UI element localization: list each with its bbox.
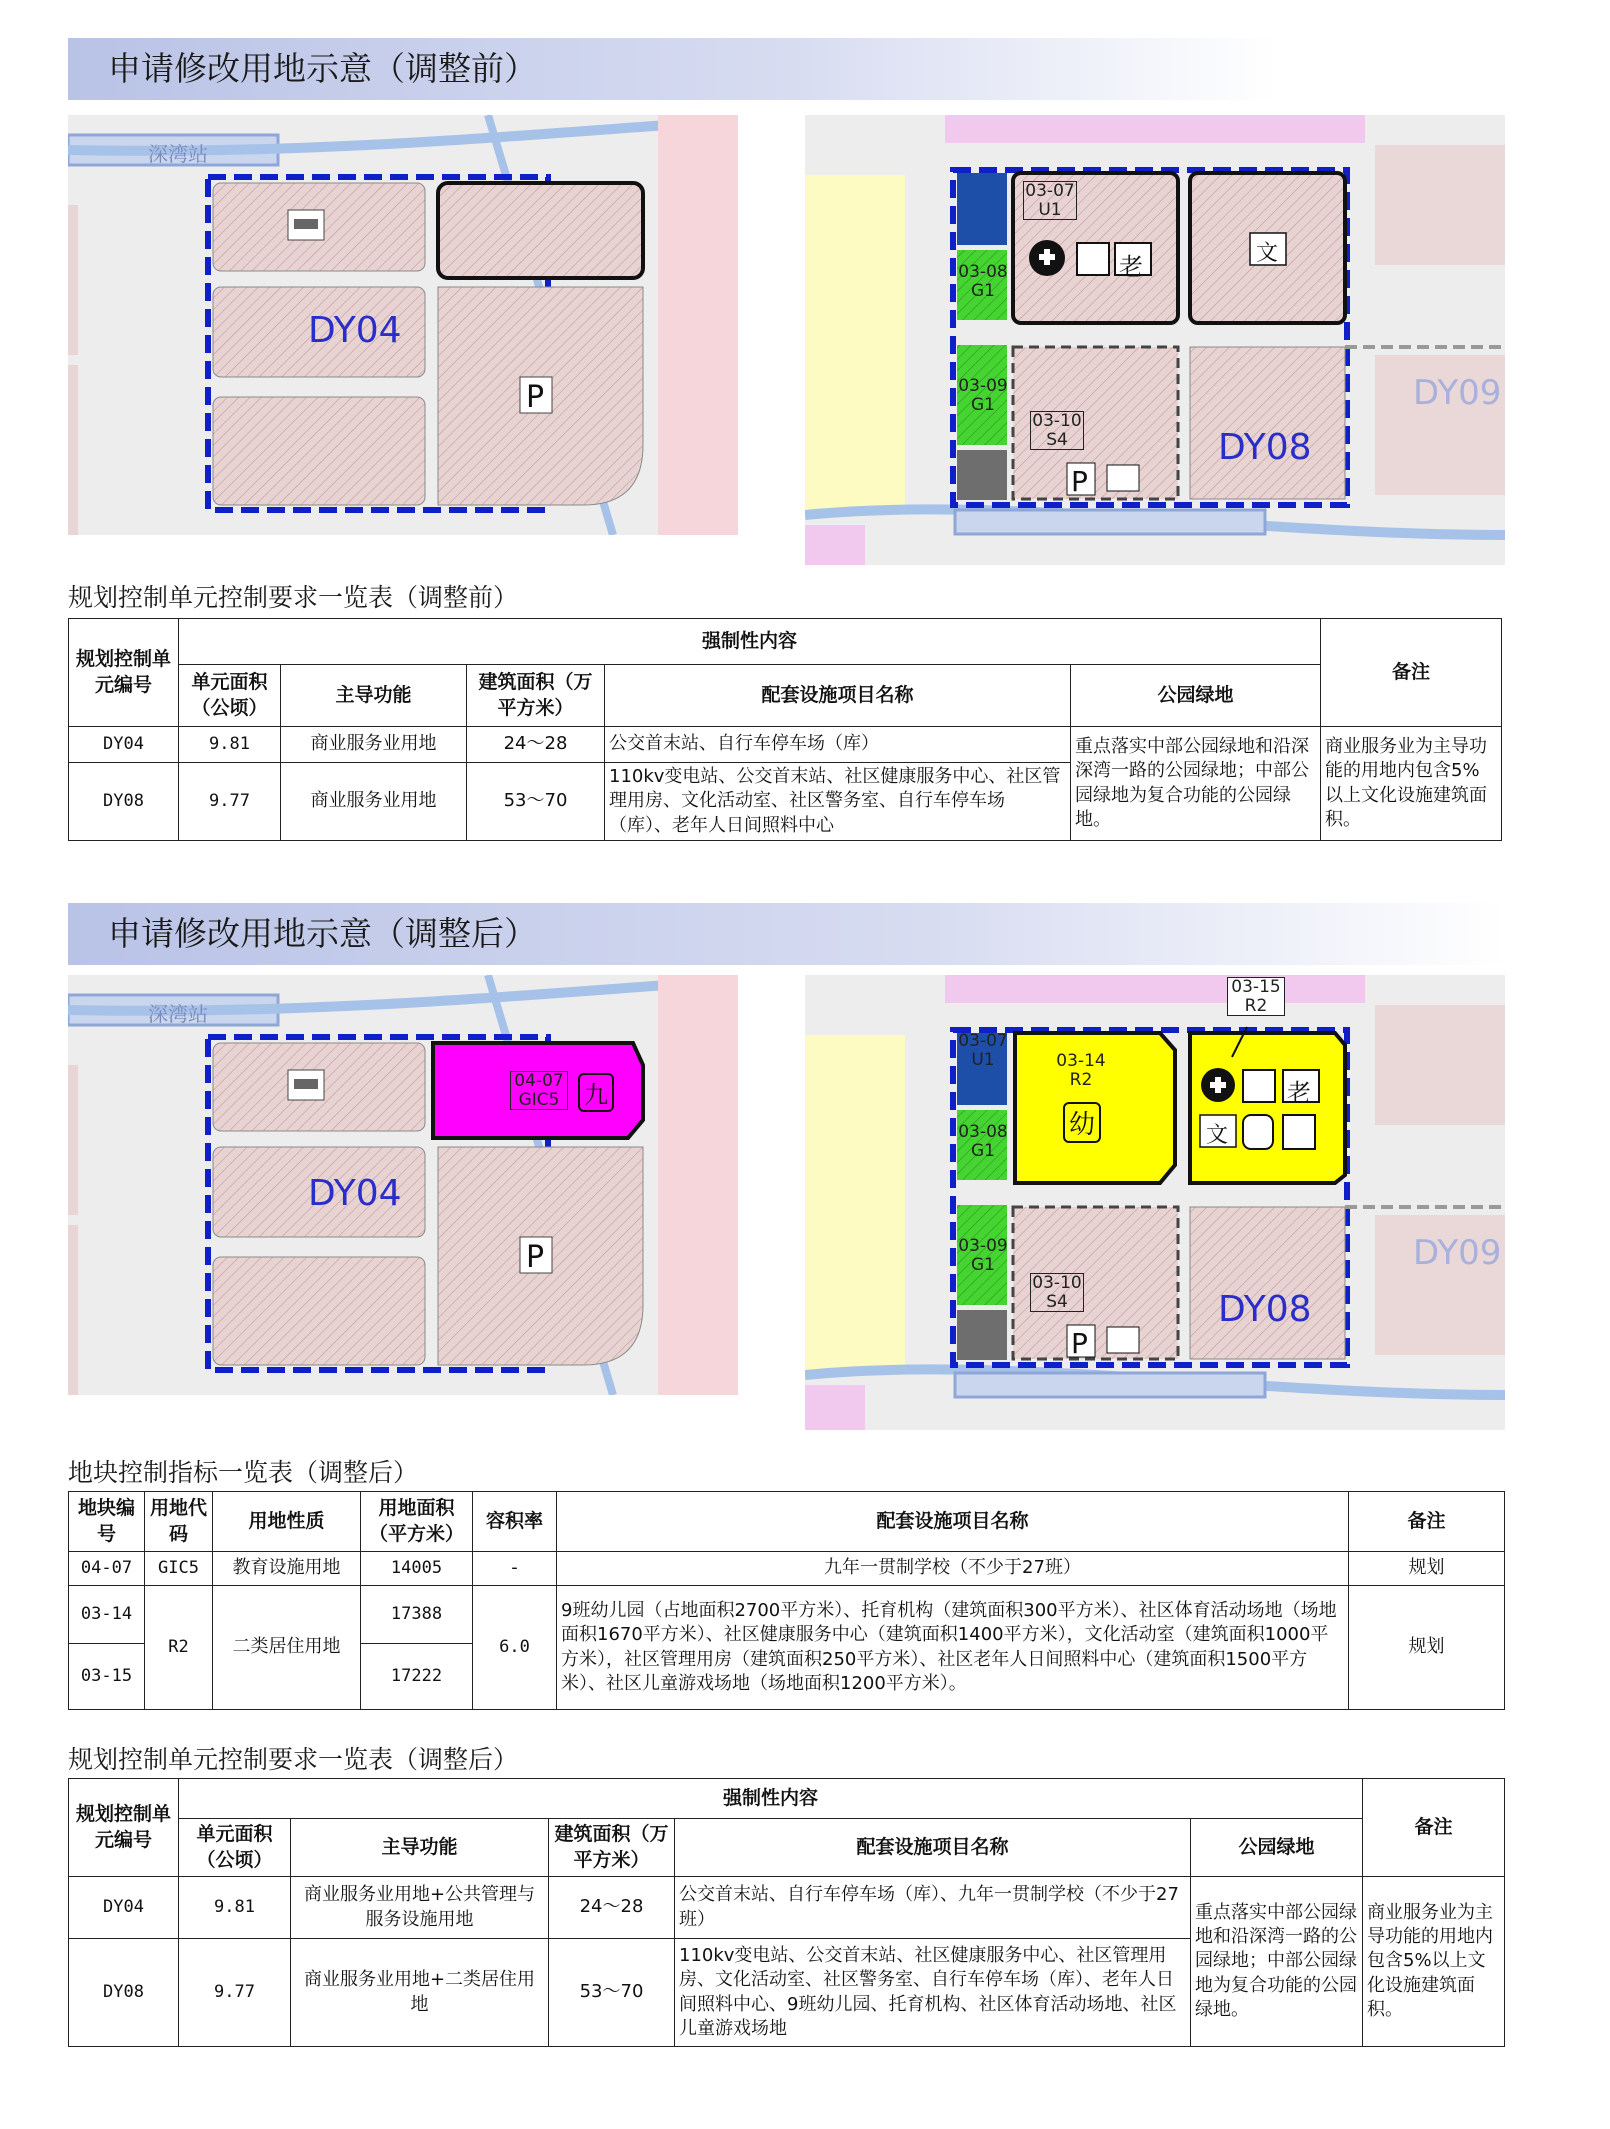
th-landcode: 用地代码 bbox=[145, 1492, 213, 1552]
nine-year-school-icon: 九 bbox=[578, 1073, 614, 1112]
cell-area: 14005 bbox=[361, 1552, 473, 1586]
parcel-label-03-10-before: 03-10 S4 bbox=[1030, 411, 1084, 450]
parcel-label-03-08-before: 03-08 G1 bbox=[958, 262, 1008, 301]
cell-facility: 9班幼儿园（占地面积2700平方米）、托育机构（建筑面积300平方米）、社区体育活动场地（场地面积1670平方米）、社区健康服务中心（建筑面积1400平方米），文化活动室（建筑面积1000平方米），社区管理用房（建筑面积250平方米）、社区老年人日间照料中心（建筑面积1500平方米）、社区儿童游戏场地（场地面积1200平方米）。 bbox=[557, 1586, 1349, 1710]
map-after-dy04 bbox=[68, 975, 738, 1395]
cell-function: 商业服务业用地+二类居住用地 bbox=[291, 1939, 549, 2047]
parcel-label-04-07-after: 04-07 GIC5 bbox=[510, 1071, 568, 1110]
map-before-dy04-svg bbox=[68, 115, 738, 535]
cell-function: 商业服务业用地 bbox=[281, 727, 467, 763]
th-build: 建筑面积（万平方米） bbox=[549, 1819, 675, 1877]
th-park: 公园绿地 bbox=[1191, 1819, 1363, 1877]
parcel-label-03-10-after: 03-10 S4 bbox=[1030, 1273, 1084, 1312]
cell-facility: 九年一贯制学校（不少于27班） bbox=[557, 1552, 1349, 1586]
cell-landcode: GIC5 bbox=[145, 1552, 213, 1586]
cell-plot: 03-14 bbox=[69, 1586, 145, 1644]
parcel-label-03-07-before: 03-07 U1 bbox=[1023, 181, 1077, 220]
th-area: 单元面积（公顷） bbox=[179, 665, 281, 727]
svg-text:P: P bbox=[1071, 465, 1088, 498]
cell-code: DY08 bbox=[69, 763, 179, 841]
map-before-dy04 bbox=[68, 115, 738, 535]
th-nature: 用地性质 bbox=[213, 1492, 361, 1552]
map-after-dy08-svg bbox=[805, 975, 1505, 1430]
cell-build: 53～70 bbox=[549, 1939, 675, 2047]
th-facility: 配套设施项目名称 bbox=[557, 1492, 1349, 1552]
cell-park: 重点落实中部公园绿地和沿深湾一路的公园绿地；中部公园绿地为复合功能的公园绿地。 bbox=[1191, 1877, 1363, 2047]
parcel-label-03-07-after: 03-07 U1 bbox=[958, 1031, 1008, 1070]
svg-text:P: P bbox=[526, 1240, 545, 1275]
culture-icon-before: 文 bbox=[1256, 241, 1279, 266]
th-code: 规划控制单元编号 bbox=[69, 619, 179, 727]
cell-code: DY04 bbox=[69, 727, 179, 763]
cell-build: 24～28 bbox=[549, 1877, 675, 1939]
parcel-label-03-14-after: 03-14 R2 bbox=[1056, 1051, 1106, 1090]
cell-build: 24～28 bbox=[467, 727, 605, 763]
cell-area: 17388 bbox=[361, 1586, 473, 1644]
th-function: 主导功能 bbox=[281, 665, 467, 727]
th-area: 单元面积（公顷） bbox=[179, 1819, 291, 1877]
th-note: 备注 bbox=[1363, 1779, 1505, 1877]
th-mandatory: 强制性内容 bbox=[179, 1779, 1363, 1819]
cell-note: 商业服务业为主导功能的用地内包含5%以上文化设施建筑面积。 bbox=[1321, 727, 1502, 841]
dy09-label-before: DY09 bbox=[1413, 373, 1502, 413]
map-before-dy08-svg bbox=[805, 115, 1505, 565]
cell-area: 9.77 bbox=[179, 763, 281, 841]
dy04-label-after: DY04 bbox=[308, 1173, 402, 1214]
th-far: 容积率 bbox=[473, 1492, 557, 1552]
cell-far: - bbox=[473, 1552, 557, 1586]
cell-area: 17222 bbox=[361, 1644, 473, 1710]
cell-function: 商业服务业用地 bbox=[281, 763, 467, 841]
cell-facility: 110kv变电站、公交首末站、社区健康服务中心、社区管理用房、文化活动室、社区警务室、自行车停车场（库）、老年人日间照料中心 bbox=[605, 763, 1071, 841]
cell-facility: 公交首末站、自行车停车场（库） bbox=[605, 727, 1071, 763]
th-function: 主导功能 bbox=[291, 1819, 549, 1877]
map-after-dy04-svg bbox=[68, 975, 738, 1395]
culture-icon-after: 文 bbox=[1206, 1123, 1229, 1148]
cell-area: 9.81 bbox=[179, 727, 281, 763]
cell-plot: 04-07 bbox=[69, 1552, 145, 1586]
th-build: 建筑面积（万平方米） bbox=[467, 665, 605, 727]
cell-area: 9.81 bbox=[179, 1877, 291, 1939]
table-before bbox=[68, 618, 1502, 841]
dy04-label-before: DY04 bbox=[308, 310, 402, 351]
table1-caption: 规划控制单元控制要求一览表（调整前） bbox=[68, 583, 519, 612]
cell-nature: 二类居住用地 bbox=[213, 1586, 361, 1710]
cell-facility: 公交首末站、自行车停车场（库）、九年一贯制学校（不少于27班） bbox=[675, 1877, 1191, 1939]
dy09-label-after: DY09 bbox=[1413, 1233, 1502, 1273]
th-plot: 地块编号 bbox=[69, 1492, 145, 1552]
th-facility: 配套设施项目名称 bbox=[675, 1819, 1191, 1877]
section-banner-before: 申请修改用地示意（调整前） bbox=[68, 38, 1278, 100]
th-area: 用地面积（平方米） bbox=[361, 1492, 473, 1552]
table2-caption: 地块控制指标一览表（调整后） bbox=[68, 1458, 419, 1487]
cell-build: 53～70 bbox=[467, 763, 605, 841]
parcel-label-03-08-after: 03-08 G1 bbox=[958, 1122, 1008, 1161]
street-label-shenwan-station: 深湾站 bbox=[148, 142, 208, 166]
th-code: 规划控制单元编号 bbox=[69, 1779, 179, 1877]
map-before-dy08 bbox=[805, 115, 1505, 565]
cell-note: 商业服务业为主导功能的用地内包含5%以上文化设施建筑面积。 bbox=[1363, 1877, 1505, 2047]
street-label-shenwan-station-after: 深湾站 bbox=[148, 1002, 208, 1026]
cell-code: DY08 bbox=[69, 1939, 179, 2047]
cell-facility: 110kv变电站、公交首末站、社区健康服务中心、社区管理用房、文化活动室、社区警务室、自行车停车场（库）、老年人日间照料中心、9班幼儿园、托育机构、社区体育活动场地、社区儿童游戏场地 bbox=[675, 1939, 1191, 2047]
th-facility: 配套设施项目名称 bbox=[605, 665, 1071, 727]
cell-function: 商业服务业用地+公共管理与服务设施用地 bbox=[291, 1877, 549, 1939]
parcel-label-03-15-after: 03-15 R2 bbox=[1227, 977, 1285, 1016]
cell-nature: 教育设施用地 bbox=[213, 1552, 361, 1586]
cell-landcode: R2 bbox=[145, 1586, 213, 1710]
cell-plot: 03-15 bbox=[69, 1644, 145, 1710]
th-note: 备注 bbox=[1321, 619, 1502, 727]
th-mandatory: 强制性内容 bbox=[179, 619, 1321, 665]
dy08-label-after: DY08 bbox=[1218, 1289, 1312, 1330]
old-age-icon-after: 老 bbox=[1287, 1079, 1311, 1107]
section-banner-after: 申请修改用地示意（调整后） bbox=[68, 903, 1508, 965]
th-note: 备注 bbox=[1349, 1492, 1505, 1552]
cell-code: DY04 bbox=[69, 1877, 179, 1939]
parcel-label-03-09-after: 03-09 G1 bbox=[958, 1236, 1008, 1275]
svg-text:P: P bbox=[1071, 1327, 1088, 1360]
old-age-icon-before: 老 bbox=[1119, 253, 1143, 281]
cell-park: 重点落实中部公园绿地和沿深深湾一路的公园绿地；中部公园绿地为复合功能的公园绿地。 bbox=[1071, 727, 1321, 841]
th-park: 公园绿地 bbox=[1071, 665, 1321, 727]
parcel-label-03-09-before: 03-09 G1 bbox=[958, 376, 1008, 415]
dy08-label-before: DY08 bbox=[1218, 427, 1312, 468]
table3-caption: 规划控制单元控制要求一览表（调整后） bbox=[68, 1745, 519, 1774]
kindergarten-icon: 幼 bbox=[1063, 1102, 1101, 1143]
table-after bbox=[68, 1778, 1505, 2047]
svg-text:P: P bbox=[526, 380, 545, 415]
table-plot-indicators bbox=[68, 1491, 1505, 1710]
map-after-dy08 bbox=[805, 975, 1505, 1430]
cell-far: 6.0 bbox=[473, 1586, 557, 1710]
cell-area: 9.77 bbox=[179, 1939, 291, 2047]
cell-note: 规划 bbox=[1349, 1586, 1505, 1710]
cell-note: 规划 bbox=[1349, 1552, 1505, 1586]
